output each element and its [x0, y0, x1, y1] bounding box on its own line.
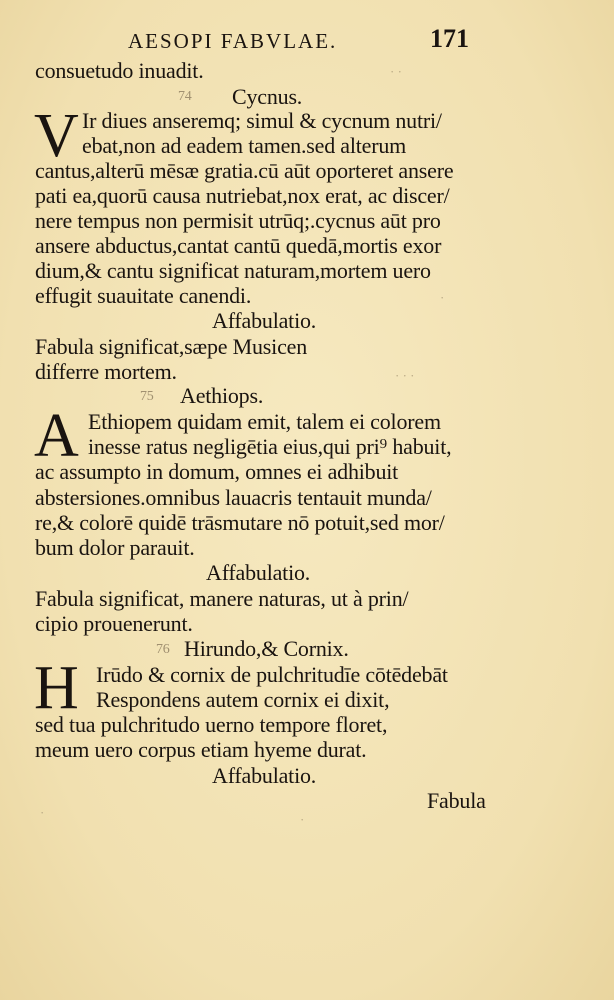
text-line: inesse ratus negligētia eius,qui pri⁹ habuit, — [88, 434, 452, 459]
drop-cap: V — [34, 102, 79, 170]
text-line: bum dolor parauit. — [35, 535, 195, 560]
drop-cap: A — [34, 402, 79, 470]
text-line: consuetudo inuadit. — [35, 58, 204, 83]
text-line: cipio prouenerunt. — [35, 611, 193, 636]
fable-title: Aethiops. — [180, 383, 264, 408]
marginal-number: 76 — [156, 642, 170, 657]
paper-speck: · — [300, 812, 305, 827]
text-line: abstersiones.omnibus lauacris tentauit munda/ — [35, 485, 432, 510]
text-line: ansere abductus,cantat cantū quedā,mortis exor — [35, 233, 442, 258]
paper-speck: · — [40, 805, 45, 820]
text-line: Fabula significat,sæpe Musicen — [35, 334, 308, 359]
text-line: Ir diues anseremq; simul & cycnum nutri/ — [82, 108, 442, 133]
text-line: cantus,alterū mēsæ gratia.cū aūt oporteret ansere — [35, 158, 454, 183]
text-line: ebat,non ad eadem tamen.sed alterum — [82, 133, 407, 158]
marginal-number: 75 — [140, 389, 154, 404]
text-line: differre mortem. — [35, 359, 177, 384]
text-line: re,& colorē quidē trāsmutare nō potuit,sed mor/ — [35, 510, 445, 535]
text-line: Fabula significat, manere naturas, ut à prin/ — [35, 586, 409, 611]
running-head: AESOPI FABVLAE. — [128, 29, 338, 53]
marginal-number: 74 — [178, 89, 192, 104]
affabulatio-heading: Affabulatio. — [212, 763, 317, 788]
text-line: dium,& cantu significat naturam,mortem uero — [35, 258, 431, 283]
text-line: sed tua pulchritudo uerno tempore floret, — [35, 712, 388, 737]
text-line: nere tempus non permisit utrūq;.cycnus aūt pro — [35, 208, 441, 233]
text-line: Ethiopem quidam emit, talem ei colorem — [88, 409, 441, 434]
text-line: Irūdo & cornix de pulchritudīe cōtēdebāt — [96, 662, 448, 687]
paper-speck: · · — [390, 64, 402, 79]
text-line: Respondens autem cornix ei dixit, — [96, 687, 390, 712]
paper-speck: · — [440, 290, 445, 305]
fable-title: Cycnus. — [232, 84, 303, 109]
affabulatio-heading: Affabulatio. — [212, 308, 317, 333]
text-line: ac assumpto in domum, omnes ei adhibuit — [35, 459, 399, 484]
page-number: 171 — [430, 24, 469, 53]
paper-speck: · · · — [395, 368, 415, 383]
text-line: pati ea,quorū causa nutriebat,nox erat, ac discer/ — [35, 183, 450, 208]
fable-title: Hirundo,& Cornix. — [184, 636, 349, 661]
catchword: Fabula — [427, 788, 486, 813]
text-line: effugit suauitate canendi. — [35, 283, 252, 308]
text-line: meum uero corpus etiam hyeme durat. — [35, 737, 367, 762]
affabulatio-heading: Affabulatio. — [206, 560, 311, 585]
drop-cap: H — [34, 654, 79, 722]
